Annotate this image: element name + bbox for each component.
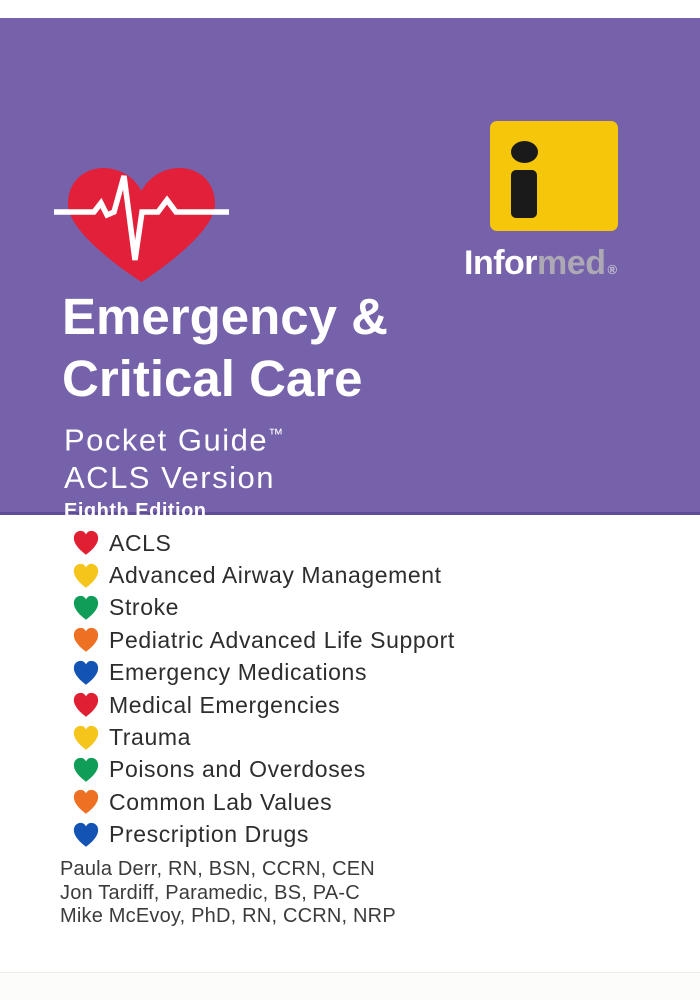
list-item [72, 624, 455, 656]
list-item [72, 786, 455, 818]
edition-label: Eighth Edition [64, 500, 207, 522]
subtitle-pocket-guide [64, 416, 283, 459]
list-item-label: Medical Emergencies [109, 691, 341, 718]
page-bottom-edge [0, 972, 700, 1000]
list-item-label: Prescription Drugs [109, 821, 309, 848]
heart-bullet-icon [72, 822, 100, 848]
list-item-label: Stroke [109, 594, 180, 621]
heart-bullet-icon [72, 692, 100, 718]
informed-wordmark [464, 244, 617, 283]
heart-bullet-icon [72, 725, 100, 751]
book-subtitle [64, 416, 283, 497]
heart-bullet-icon [72, 757, 100, 783]
trademark-symbol: ™ [268, 426, 284, 443]
authors-block [60, 858, 396, 929]
book-title-line2: Critical Care [62, 350, 363, 407]
list-item-label: Advanced Airway Management [109, 562, 442, 589]
book-title [62, 286, 388, 410]
heart-bullet-icon [72, 563, 100, 589]
list-item [72, 657, 455, 689]
wordmark-infor: Infor [464, 244, 538, 282]
author-line: Paula Derr, RN, BSN, CCRN, CEN [60, 858, 375, 880]
heart-bullet-icon [72, 627, 100, 653]
list-item-label: Common Lab Values [109, 788, 333, 815]
informed-i-stem [511, 170, 537, 218]
author-line: Jon Tardiff, Paramedic, BS, PA-C [60, 881, 360, 904]
list-item-label: Trauma [109, 724, 191, 751]
list-item-label: Poisons and Overdoses [109, 756, 366, 783]
pocket-guide-text: Pocket Guide [64, 422, 269, 458]
list-item [72, 754, 455, 786]
subtitle-version: ACLS Version [64, 460, 275, 496]
author-line: Mike McEvoy, PhD, RN, CCRN, NRP [60, 905, 396, 927]
heart-ekg-icon [54, 164, 229, 289]
list-item [72, 559, 455, 591]
list-item [72, 592, 455, 624]
heart-bullet-icon [72, 595, 100, 621]
cover-header [0, 18, 700, 522]
heart-bullet-icon [72, 789, 100, 815]
book-title-line1: Emergency & [62, 288, 388, 345]
list-item [72, 819, 455, 851]
registered-trademark-symbol: ® [607, 262, 617, 277]
list-item-label: ACLS [109, 529, 172, 556]
heart-bullet-icon [72, 660, 100, 686]
list-item [72, 721, 455, 753]
list-item [72, 527, 455, 559]
informed-logo-icon [490, 121, 618, 231]
contents-list [72, 527, 455, 851]
wordmark-med: med [537, 244, 606, 282]
informed-i-dot [511, 141, 538, 163]
heart-bullet-icon [72, 530, 100, 556]
list-item-label: Pediatric Advanced Life Support [109, 626, 455, 653]
list-item-label: Emergency Medications [109, 659, 368, 686]
list-item [72, 689, 455, 721]
